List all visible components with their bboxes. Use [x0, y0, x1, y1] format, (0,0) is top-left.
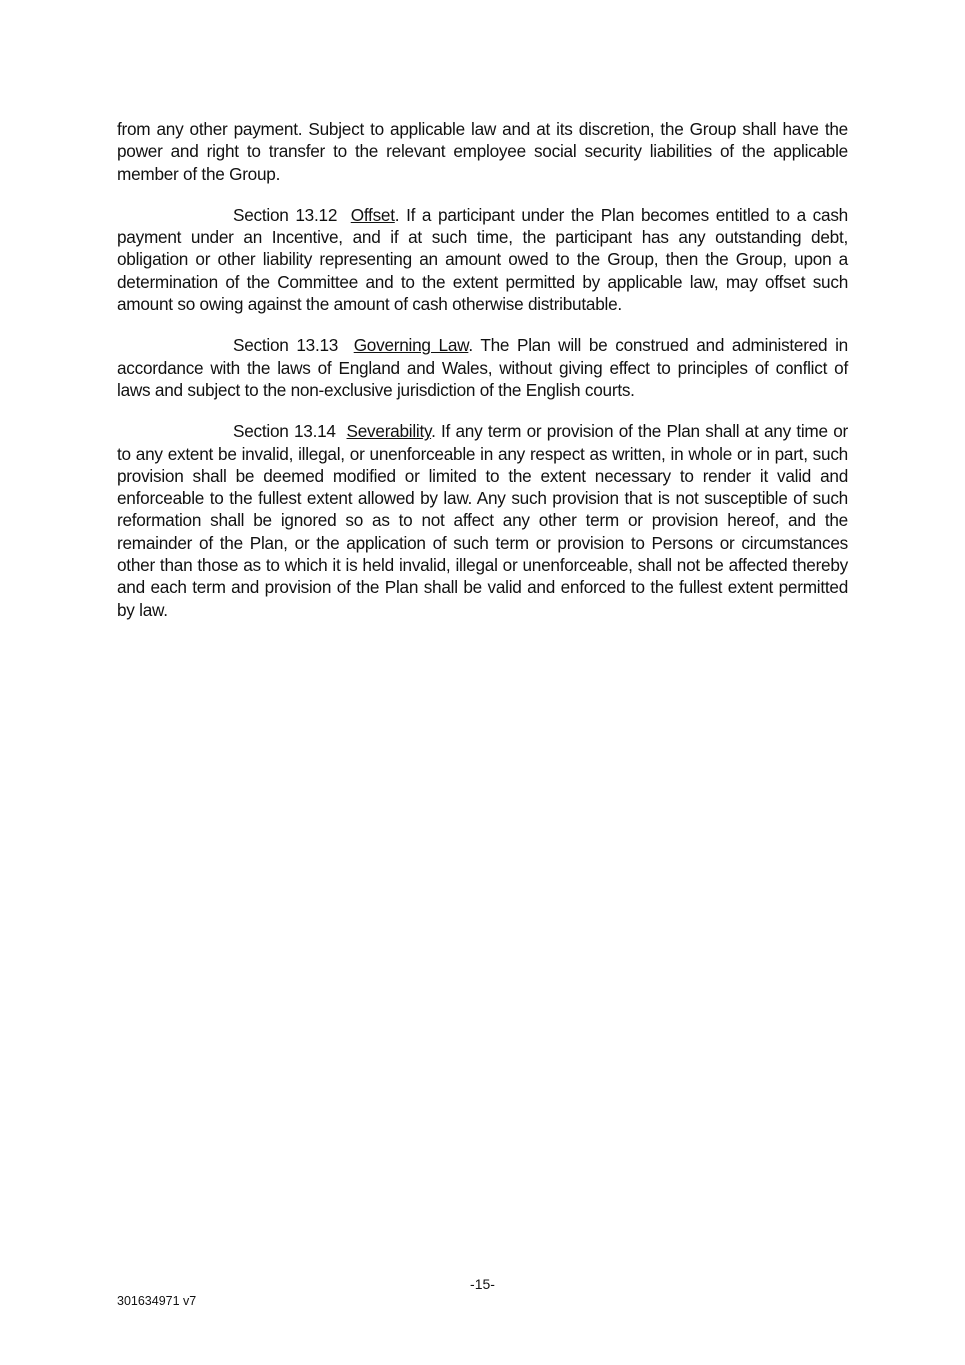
section-number: Section 13.14 — [233, 421, 336, 442]
paragraph-text: . The Plan will be construed and administered in accordance with the laws of England and Wales, without giving effect to principles of conflict of laws and subject to the non-exclusive jurisdiction of the English courts. — [117, 335, 848, 400]
paragraph-text: . If any term or provision of the Plan shall at any time or to any extent be invalid, illegal, or unenforceable in any respect as written, in whole or in part, such provision shall be deemed modified or limited to the extent necessary to render it valid and enforceable to the fullest extent allowed by law. Any such provision that is not susceptible of such reformation shall be ignored so as to not affect any other term or provision hereof, and the remainder of the Plan, or the application of such term or provision to Persons or circumstances other than those as to which it is held invalid, illegal or unenforceable, shall not be affected thereby and each term and provision of the Plan shall be valid and enforced to the fullest extent permitted by law. — [117, 421, 848, 620]
section-heading: Severability — [346, 421, 432, 442]
paragraph-text: from any other payment. Subject to applicable law and at its discretion, the Group shall have the power and right to transfer to the relevant employee social security liabilities of the applicable member of the Group. — [117, 119, 848, 184]
paragraph-text: . If a participant under the Plan becomes entitled to a cash payment under an Incentive, and if at such time, the participant has any outstanding debt, obligation or other liability representing an amount owed to the Group, then the Group, upon a determination of the Committee and to the extent permitted by applicable law, may offset such amount so owing against the amount of cash otherwise distributable. — [117, 204, 848, 315]
document-body — [117, 118, 848, 640]
section-number: Section 13.13 — [233, 335, 339, 356]
page-number: -15- — [470, 1276, 495, 1292]
paragraph-continuation — [117, 118, 848, 185]
document-id: 301634971 v7 — [117, 1294, 197, 1308]
section-heading: Governing Law — [353, 335, 469, 356]
section-13-14-severability — [117, 420, 848, 621]
section-13-12-offset — [117, 204, 848, 315]
section-number: Section 13.12 — [233, 204, 338, 225]
section-13-13-governing-law — [117, 334, 848, 401]
section-heading: Offset — [350, 204, 395, 225]
